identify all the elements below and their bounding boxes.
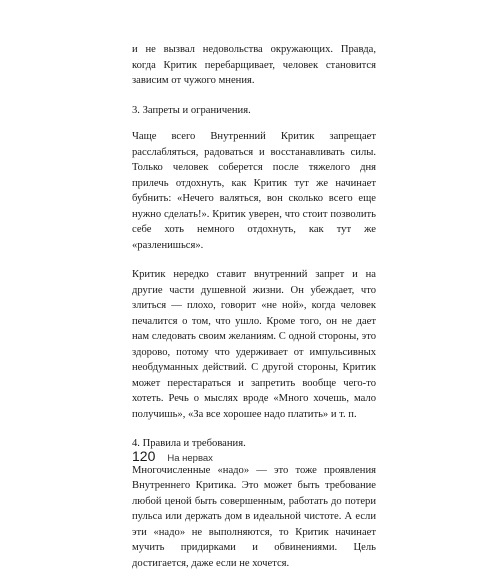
page-number: 120	[132, 448, 156, 464]
running-title: На нервах	[167, 453, 213, 464]
body-text	[132, 42, 376, 585]
paragraph-inner-prohibitions: Критик нередко ставит внутренний запрет и на другие части душевной жизни. Он убеждает, что злиться — плохо, говорит «не ной», когда человек печалится о том, что ушло. Кроме того, он не дает нам следовать своим желаниям. С одной стороны, это здорово, потому что удерживает от импульсивных необдуманных действий. С другой стороны, Критик может перестараться и запретить вообще чего-то хотеть. Речь о мыслях вроде «Много хочешь, мало получишь», «За все хорошее надо платить» и т. п.	[132, 269, 376, 420]
paragraph-rest-prohibition: Чаще всего Внутренний Критик запрещает расслабляться, радоваться и восстанавливать силы. Только человек соберется после тяжелого дня прилечь отдохнуть, как Критик тут же начинает бубнить: «Нечего валяться, вон сколько всего еще нужно сделать!». Критик уверен, что стоит позволить себе хоть немного отдохнуть, как тут же «разленишься».	[132, 131, 376, 251]
section-heading-4: 4. Правила и требования.	[132, 438, 246, 449]
paragraph-rules: Многочисленные «надо» — это тоже проявления Внутреннего Критика. Это может быть требование любой ценой быть совершенным, работать до потери пульса или держать дом в идеальной чистоте. А если эти «надо» не выполняются, то Критик начинает мучить придирками и обвинениями. Цель достигается, даже если не хочется.	[132, 464, 376, 569]
page-footer	[132, 448, 376, 464]
section-heading-3: 3. Запреты и ограничения.	[132, 104, 251, 116]
paragraph-continued: и не вызвал недовольства окружающих. Правда, когда Критик перебарщивает, человек становится зависим от чужого мнения.	[132, 44, 376, 86]
